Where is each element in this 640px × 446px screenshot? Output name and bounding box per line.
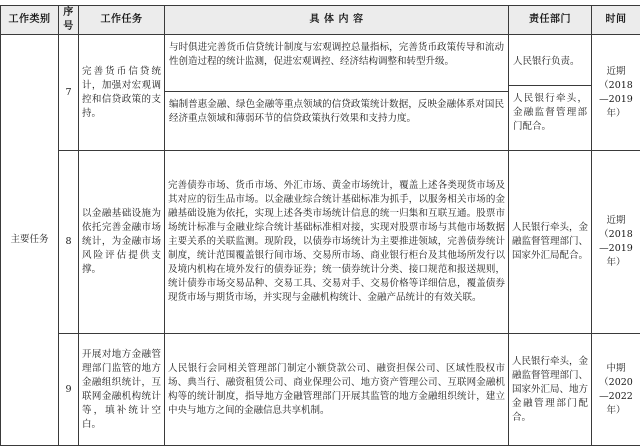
content-text: 编制普惠金融、绿色金融等重点领域的信贷政策统计数据，反映金融体系对国民经济重点领域和薄弱环节的信贷政策执行效果和支持力度。 <box>165 91 508 150</box>
time-cell <box>592 334 640 446</box>
department-text: 人民银行负责。 <box>509 41 591 85</box>
table-row <box>1 35 640 151</box>
row-number: 9 <box>59 334 79 446</box>
department-cell <box>509 151 592 334</box>
time-range: （2020—2022年） <box>595 376 637 418</box>
task-cell <box>79 334 165 446</box>
department-text: 人民银行牵头，金融监督管理部门、国家外汇局、地方金融管理部门配合。 <box>512 355 588 425</box>
content-text: 完善债券市场、货币市场、外汇市场、黄金市场统计，覆盖上述各类现货市场及其对应的衍生品市场。以金融业综合统计基础标准为抓手，以服务相关市场的金融基础设施为依托，实现上述各类市场统计信息的统一归集和互联互通。股票市场统计标准与金融业综合统计基础标准相对接，实现对股票市场与其他市场数据主要关系的关联监测。现阶段，以债券市场统计为主要推进领域，完善债券统计制度，统计范围覆盖银行间市场、交易所市场、商业银行柜台及其他场所发行以及境内机构在境外发行的债券证券；统一债券统计分类、接口规范和报送规则，统计债券市场交易品种、交易工具、交易对手、交易价格等详细信息，覆盖债券现货市场与期货市场，并实现与金融机构统计、金融产品统计的有效关联。 <box>168 179 505 305</box>
department-text: 人民银行牵头，金融监督管理部门配合。 <box>509 85 591 144</box>
header-content: 具 体 内 容 <box>165 6 509 35</box>
header-category: 工作类别 <box>1 6 59 35</box>
content-cell <box>165 151 509 334</box>
row-number: 7 <box>59 35 79 151</box>
content-text: 与时俱进完善货币信贷统计制度与宏观调控总量指标，完善货币政策传导和流动性创造过程的统计监测，促进宏观调控、经济结构调整和转型升级。 <box>165 35 508 91</box>
time-cell <box>592 151 640 334</box>
department-text: 人民银行牵头，金融监督管理部门、国家外汇局配合。 <box>512 221 588 263</box>
table-row <box>1 334 640 446</box>
header-number: 序号 <box>59 6 79 35</box>
time-range: （2018—2019年） <box>595 79 637 121</box>
content-cell <box>165 35 509 151</box>
task-cell <box>79 35 165 151</box>
header-department: 责任部门 <box>509 6 592 35</box>
statistics-task-table <box>0 5 640 446</box>
task-text: 开展对地方金融管理部门监管的地方金融组织统计，互联网金融机构统计等，填补统计空白。 <box>82 348 161 432</box>
department-cell <box>509 35 592 151</box>
header-time: 时间 <box>592 6 640 35</box>
task-text: 完善货币信贷统计，加强对宏观调控和信贷政策的支持。 <box>82 65 161 121</box>
content-text: 人民银行会同相关管理部门制定小额贷款公司、融资担保公司、区域性股权市场、典当行、融资租赁公司、商业保理公司、地方资产管理公司、互联网金融机构等的统计制度，指导地方金融管理部门开展其监管的地方金融组织统计，建立中央与地方之间的金融信息共享机制。 <box>168 362 505 418</box>
category-cell <box>1 35 59 446</box>
row-number: 8 <box>59 151 79 334</box>
department-cell <box>509 334 592 446</box>
content-cell <box>165 334 509 446</box>
time-cell <box>592 35 640 151</box>
task-text: 以金融基础设施为依托完善金融市场统计，为金融市场风险评估提供支撑。 <box>82 207 161 277</box>
table-row <box>1 151 640 334</box>
time-period: 中期 <box>595 362 637 376</box>
time-period: 近期 <box>595 214 637 228</box>
category-label: 主要任务 <box>10 234 48 245</box>
time-period: 近期 <box>595 65 637 79</box>
header-task: 工作任务 <box>79 6 165 35</box>
task-cell <box>79 151 165 334</box>
table-header-row <box>1 6 640 35</box>
time-range: （2018—2019年） <box>595 228 637 270</box>
